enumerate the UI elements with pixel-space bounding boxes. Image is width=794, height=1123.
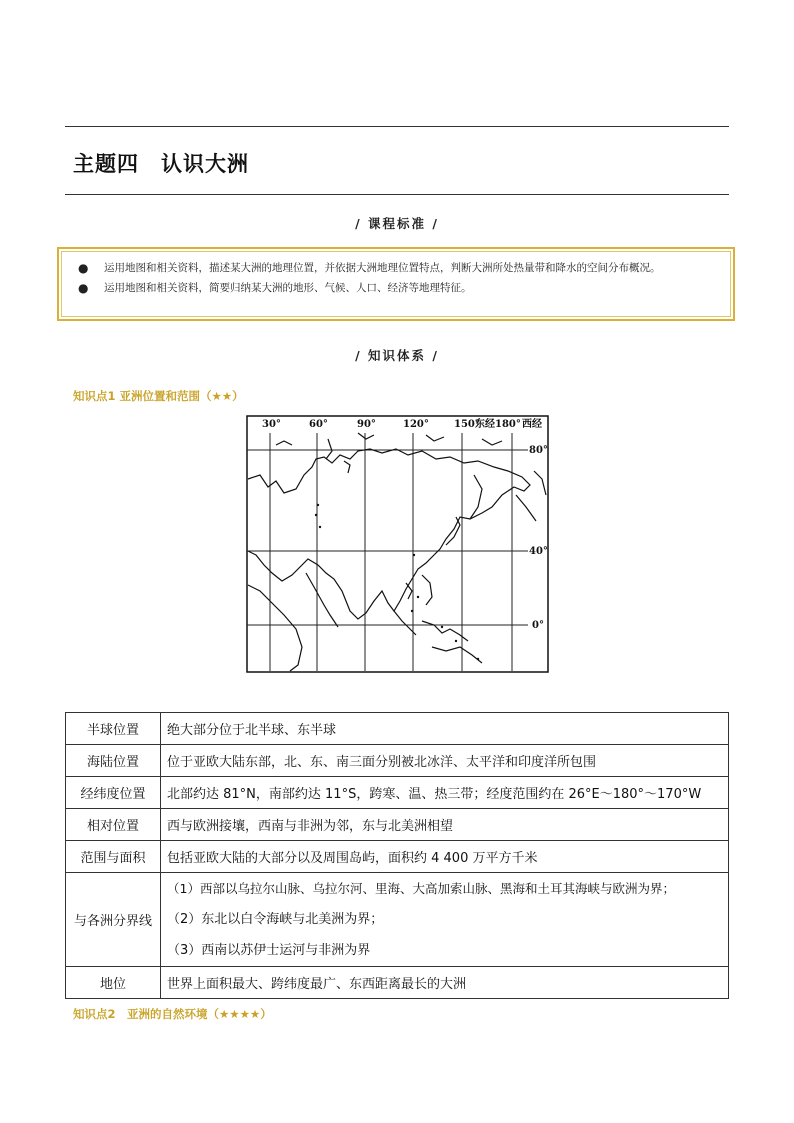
standard-item [76, 258, 720, 278]
top-rule [65, 126, 729, 127]
row-label: 地位 [66, 967, 161, 999]
standard-item [76, 278, 720, 298]
lon-label-90: 90° [357, 419, 376, 430]
table-row [66, 873, 729, 967]
lon-label-180e: 东经180° [475, 419, 521, 430]
lat-label-0: 0° [532, 620, 544, 631]
row-label: 与各洲分界线 [66, 873, 161, 967]
row-value: 包括亚欧大陆的大部分以及周围岛屿，面积约 4 400 万平方千米 [161, 841, 729, 873]
lon-label-west: 西经 [522, 419, 542, 430]
knowledge-point-2-heading: 知识点2 亚洲的自然环境（★★★★） [73, 1007, 272, 1021]
row-label: 相对位置 [66, 809, 161, 841]
asia-position-table [65, 712, 729, 999]
table-row [66, 841, 729, 873]
row-label: 海陆位置 [66, 745, 161, 777]
lon-label-120: 120° [403, 419, 429, 430]
row-value: 北部约达 81°N，南部约达 11°S，跨寒、温、热三带；经度范围约在 26°E～180°～170°W [161, 777, 729, 809]
row-value: 位于亚欧大陆东部，北、东、南三面分别被北冰洋、太平洋和印度洋所包围 [161, 745, 729, 777]
section-heading-curriculum-standard: / 课程标准 / [355, 216, 439, 231]
row-value: 世界上面积最大、跨纬度最广、东西距离最长的大洲 [161, 967, 729, 999]
page-title: 主题四 认识大洲 [73, 151, 249, 176]
bullet-icon: ● [78, 281, 89, 295]
row-label: 半球位置 [66, 713, 161, 745]
asia-map-graphic [246, 415, 549, 673]
lon-label-150: 150° [454, 419, 480, 430]
lat-label-80: 80° [529, 445, 548, 456]
row-label: 经纬度位置 [66, 777, 161, 809]
row-label: 范围与面积 [66, 841, 161, 873]
boundary-line: （1）西部以乌拉尔山脉、乌拉尔河、里海、大高加索山脉、黑海和土耳其海峡与欧洲为界； [167, 881, 675, 896]
standard-text: 运用地图和相关资料，简要归纳某大洲的地形、气候、人口、经济等地理特征。 [104, 282, 472, 294]
lat-label-40: 40° [529, 546, 548, 557]
table-row [66, 713, 729, 745]
lon-label-30: 30° [262, 419, 281, 430]
bullet-icon: ● [78, 261, 89, 275]
knowledge-point-1-heading: 知识点1 亚洲位置和范围（★★） [73, 389, 244, 403]
asia-location-map [246, 415, 549, 673]
row-value: 西与欧洲接壤，西南与非洲为邻，东与北美洲相望 [161, 809, 729, 841]
lon-label-60: 60° [309, 419, 328, 430]
table-row [66, 809, 729, 841]
table-row [66, 967, 729, 999]
row-value [161, 873, 729, 967]
row-value: 绝大部分位于北半球、东半球 [161, 713, 729, 745]
boundary-line: （3）西南以苏伊士运河与非洲为界 [167, 943, 371, 958]
boundary-line: （2）东北以白令海峡与北美洲为界； [167, 912, 384, 927]
table-row [66, 745, 729, 777]
curriculum-standards-box [57, 247, 735, 321]
table-row [66, 777, 729, 809]
standard-text: 运用地图和相关资料，描述某大洲的地理位置，并依据大洲地理位置特点，判断大洲所处热量带和降水的空间分布概况。 [104, 262, 661, 274]
section-heading-knowledge-system: / 知识体系 / [355, 348, 439, 363]
title-rule [65, 194, 729, 195]
